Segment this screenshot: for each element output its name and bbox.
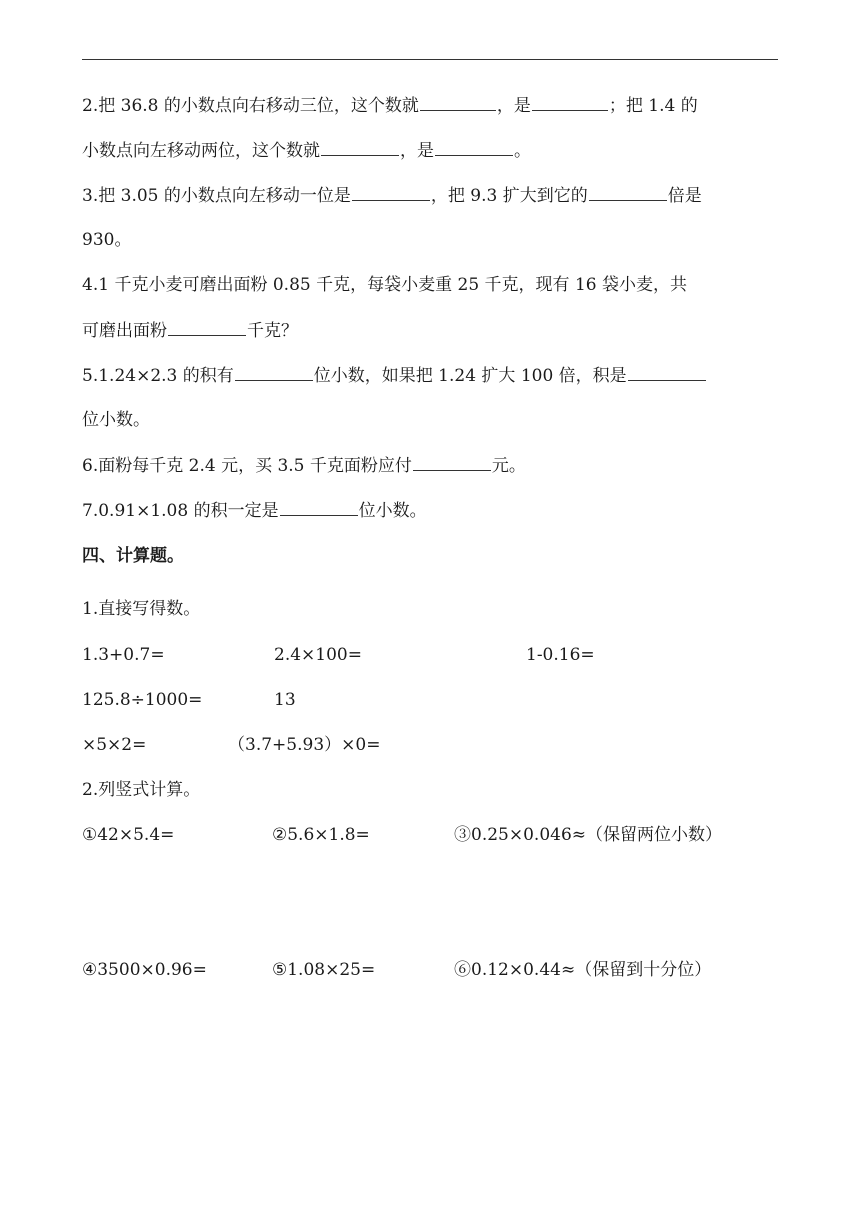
answer-blank[interactable] bbox=[532, 93, 608, 111]
q7-text-a: 7.0.91×1.08 的积一定是 bbox=[82, 501, 279, 521]
answer-blank[interactable] bbox=[413, 453, 491, 471]
answer-blank[interactable] bbox=[435, 138, 513, 156]
direct-calc-title: 1.直接写得数。 bbox=[82, 599, 201, 619]
q4-text-b: 千克？ bbox=[247, 321, 298, 341]
question-5-line-1 bbox=[82, 363, 707, 388]
q7-text-b: 位小数。 bbox=[358, 501, 427, 521]
q2-text-a: 2.把 36.8 的小数点向右移动三位，这个数就 bbox=[82, 96, 419, 116]
q4-text-a: 可磨出面粉 bbox=[82, 321, 167, 341]
vertical-calc-item: ②5.6×1.8= bbox=[272, 825, 370, 845]
vertical-calc-item: ⑤1.08×25= bbox=[272, 960, 376, 980]
answer-blank[interactable] bbox=[352, 183, 430, 201]
question-4-line-1: 4.1 千克小麦可磨出面粉 0.85 千克，每袋小麦重 25 千克，现有 16 袋小麦，共 bbox=[82, 275, 687, 295]
question-5-line-2: 位小数。 bbox=[82, 410, 150, 430]
q3-text-a: 3.把 3.05 的小数点向左移动一位是 bbox=[82, 186, 351, 206]
vertical-calc-item: ①42×5.4= bbox=[82, 825, 175, 845]
q3-text-c: 倍是 bbox=[667, 186, 702, 206]
direct-calc-item: 1-0.16= bbox=[526, 645, 595, 665]
direct-calc-item: ×5×2= bbox=[82, 735, 147, 755]
section-4-title: 四、计算题。 bbox=[82, 546, 184, 566]
answer-blank[interactable] bbox=[589, 183, 667, 201]
question-4-line-2 bbox=[82, 318, 298, 343]
question-2-line-2 bbox=[82, 138, 531, 163]
answer-blank[interactable] bbox=[321, 138, 399, 156]
q3-text-b: ，把 9.3 扩大到它的 bbox=[430, 186, 588, 206]
answer-blank[interactable] bbox=[168, 318, 246, 336]
vertical-calc-item: ⑥0.12×0.44≈（保留到十分位） bbox=[454, 960, 712, 980]
direct-calc-item: （3.7+5.93）×0= bbox=[228, 735, 381, 755]
q2-text-d: 小数点向左移动两位，这个数就 bbox=[82, 141, 320, 161]
answer-blank[interactable] bbox=[235, 363, 313, 381]
q2-text-c: ；把 1.4 的 bbox=[608, 96, 698, 116]
answer-blank[interactable] bbox=[628, 363, 706, 381]
question-2-line-1 bbox=[82, 93, 698, 118]
header-rule bbox=[82, 59, 778, 60]
vertical-calc-item: ③0.25×0.046≈（保留两位小数） bbox=[454, 825, 723, 845]
answer-blank[interactable] bbox=[420, 93, 496, 111]
q6-text-b: 元。 bbox=[491, 456, 526, 476]
q6-text-a: 6.面粉每千克 2.4 元，买 3.5 千克面粉应付 bbox=[82, 456, 412, 476]
question-3-line-2: 930。 bbox=[82, 230, 132, 250]
question-7 bbox=[82, 498, 427, 523]
question-6 bbox=[82, 453, 526, 478]
question-3-line-1 bbox=[82, 183, 702, 208]
answer-blank[interactable] bbox=[280, 498, 358, 516]
direct-calc-item: 13 bbox=[274, 690, 296, 710]
q2-text-b: ，是 bbox=[496, 96, 531, 116]
q5-text-b: 位小数，如果把 1.24 扩大 100 倍，积是 bbox=[313, 366, 627, 386]
direct-calc-item: 1.3+0.7= bbox=[82, 645, 165, 665]
q2-text-f: 。 bbox=[514, 141, 531, 161]
q2-text-e: ，是 bbox=[400, 141, 434, 161]
direct-calc-item: 125.8÷1000= bbox=[82, 690, 203, 710]
vertical-calc-item: ④3500×0.96= bbox=[82, 960, 207, 980]
vertical-calc-title: 2.列竖式计算。 bbox=[82, 780, 201, 800]
q5-text-a: 5.1.24×2.3 的积有 bbox=[82, 366, 234, 386]
direct-calc-item: 2.4×100= bbox=[274, 645, 362, 665]
